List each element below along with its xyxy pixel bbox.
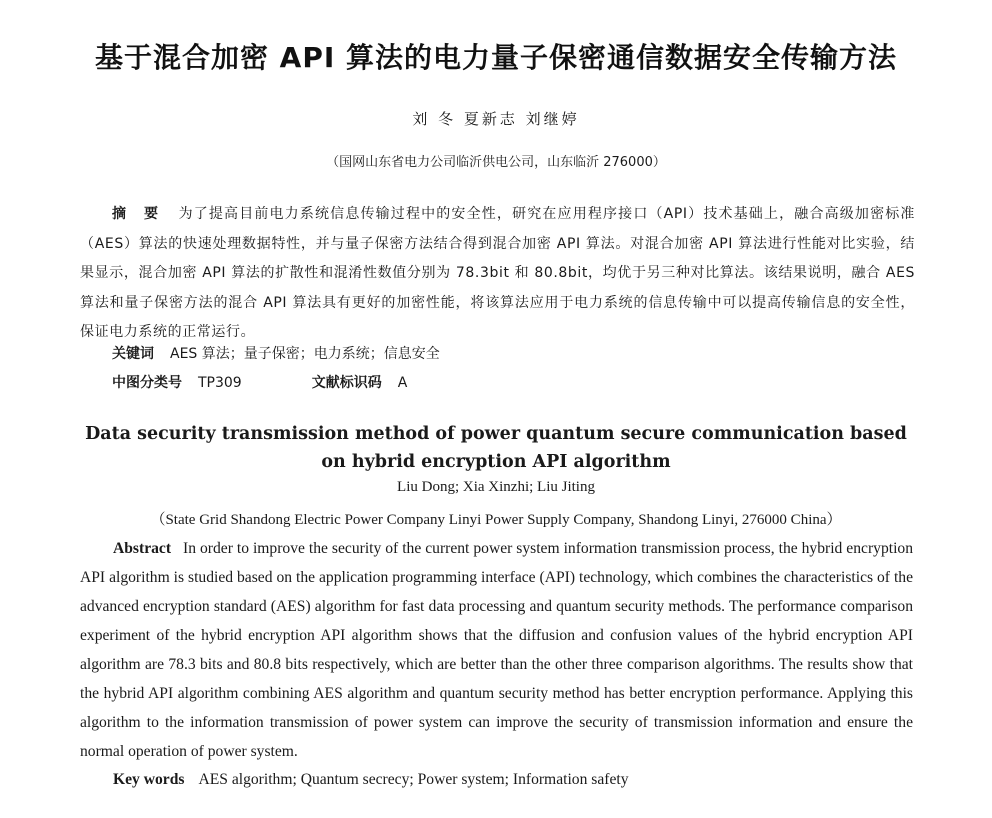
chinese-keywords	[112, 342, 912, 366]
english-authors: Liu Dong; Xia Xinzhi; Liu Jiting	[397, 479, 595, 495]
english-abstract	[80, 534, 913, 766]
chinese-abstract-text: 为了提高目前电力系统信息传输过程中的安全性，研究在应用程序接口（API）技术基础上，融合高级加密标准（AES）算法的快速处理数据特性，并与量子保密方法结合得到混合加密 API 算法。对混合加密 API 算法进行性能对比实验，结果显示，混合加密 API 算法的扩散性和混淆性数值分别为 78.3bit 和 80.8bit，均优于另三种对比算法。该结果说明，融合 AES 算法和量子保密方法的混合 API 算法具有更好的加密性能，将该算法应用于电力系统的信息传输中可以提高传输信息的安全性，保证电力系统的正常运行。	[80, 206, 915, 340]
english-keywords	[113, 767, 913, 793]
english-keywords-label: Key words	[113, 771, 185, 788]
document-code-value: A	[397, 375, 408, 391]
classification-label: 中图分类号	[112, 375, 182, 391]
chinese-classification	[112, 371, 912, 395]
document-code-label: 文献标识码	[311, 375, 382, 391]
english-title: Data security transmission method of power quantum secure communication based on hybrid encryption API algorithm	[85, 424, 907, 472]
chinese-abstract-label: 摘 要	[112, 206, 165, 222]
chinese-affiliation: （国网山东省电力公司临沂供电公司，山东临沂 276000）	[326, 155, 666, 170]
english-abstract-text: In order to improve the security of the current power system information transmission process, the hybrid encryption API algorithm is studied based on the application programming interface (API) technology, which combines the characteristics of the advanced encryption standard (AES) algorithm for fast data processing and quantum security methods. The performance comparison experiment of the hybrid encryption API algorithm shows that the diffusion and confusion values of the hybrid encryption API algorithm are 78.3 bits and 80.8 bits respectively, which are better than the other three comparison algorithms. The results show that the hybrid API algorithm combining AES algorithm and quantum security method has better encryption performance. Applying this algorithm to the information transmission of power system can improve the security of transmission information and ensure the normal operation of power system.	[80, 540, 913, 760]
english-keywords-text: AES algorithm; Quantum secrecy; Power system; Information safety	[198, 771, 629, 788]
english-abstract-label: Abstract	[113, 540, 172, 557]
chinese-keywords-text: AES 算法；量子保密；电力系统；信息安全	[170, 346, 440, 362]
chinese-authors: 刘 冬 夏新志 刘继婷	[412, 110, 580, 128]
chinese-abstract	[80, 200, 915, 348]
classification-value: TP309	[198, 375, 242, 391]
chinese-keywords-label: 关键词	[112, 346, 154, 362]
chinese-title: 基于混合加密 API 算法的电力量子保密通信数据安全传输方法	[94, 41, 898, 74]
english-affiliation: （State Grid Shandong Electric Power Company Linyi Power Supply Company, Shandong Linyi, 276000 China）	[150, 512, 842, 528]
